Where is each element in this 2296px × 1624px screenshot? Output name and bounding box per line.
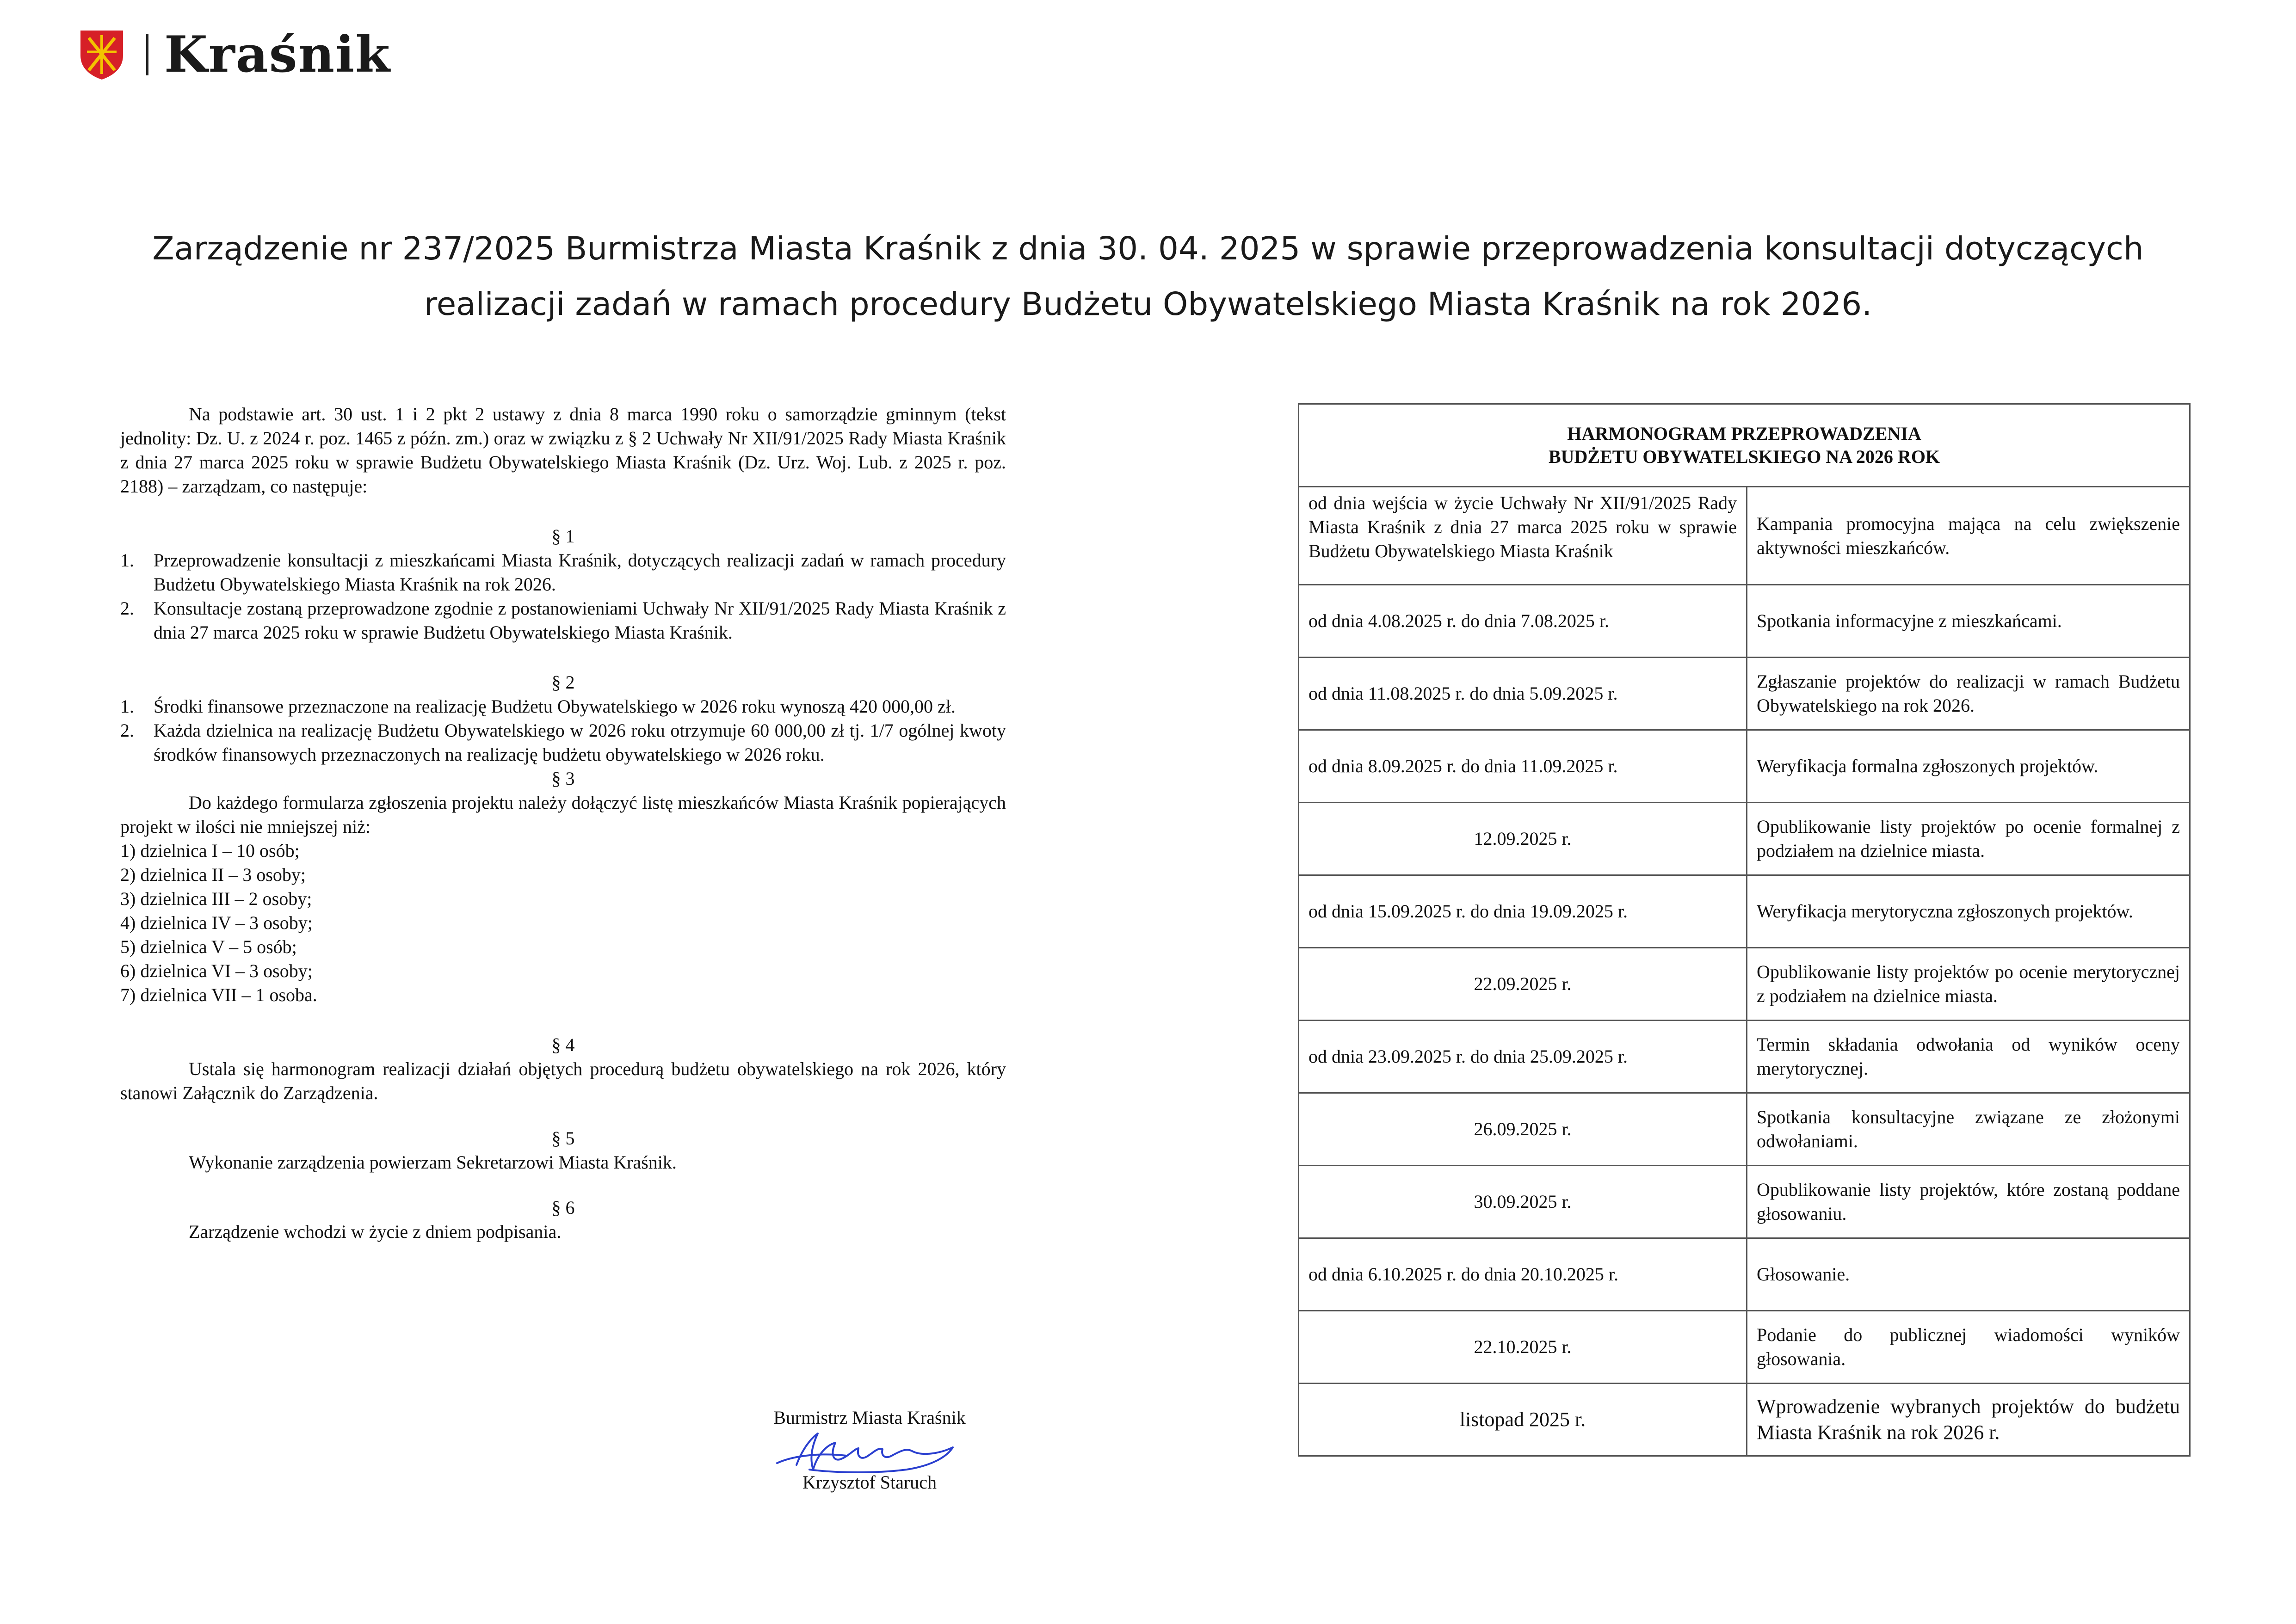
list-item: 4) dzielnica IV – 3 osoby;	[120, 912, 313, 933]
section-4-mark: § 4	[551, 1034, 575, 1055]
table-row	[1299, 803, 2190, 875]
list-item: 1. Środki finansowe przeznaczone na realizację Budżetu Obywatelskiego w 2026 roku wynoszą 420 000,00 zł.	[120, 696, 956, 717]
schedule-date: od dnia wejścia w życie Uchwały Nr XII/91/2025 Rady Miasta Kraśnik z dnia 27 marca 2025 roku w sprawie Budżetu Obywatelskiego Miasta Kraśnik	[1299, 487, 1747, 585]
schedule-task: Termin składania odwołania od wyników oceny merytorycznej.	[1747, 1021, 2190, 1093]
list-item: 1) dzielnica I – 10 osób;	[120, 840, 300, 861]
section-6-mark: § 6	[551, 1197, 575, 1218]
table-row	[1299, 1021, 2190, 1093]
schedule-date: od dnia 6.10.2025 r. do dnia 20.10.2025 r.	[1299, 1238, 1747, 1311]
page-header	[79, 27, 391, 82]
logo-divider	[146, 34, 148, 75]
schedule-date: listopad 2025 r.	[1299, 1384, 1747, 1456]
intro-paragraph: Na podstawie art. 30 ust. 1 i 2 pkt 2 ustawy z dnia 8 marca 1990 roku o samorządzie gminnym (tekst jednolity: Dz. U. z 2024 r. poz. 1465 z późn. zm.) oraz w związku z § 2 Uchwały Nr XII/91/2025 Rady Miasta Kraśnik z dnia 27 marca 2025 roku w sprawie Budżetu Obywatelskiego Miasta Kraśnik (Dz. Urz. Woj. Lub. z 2025 r. poz. 2188) – zarządzam, co następuje:	[120, 404, 1006, 497]
schedule-task: Opublikowanie listy projektów, które zostaną poddane głosowaniu.	[1747, 1166, 2190, 1238]
list-item: 6) dzielnica VI – 3 osoby;	[120, 960, 313, 981]
title-line-2: realizacji zadań w ramach procedury Budżetu Obywatelskiego Miasta Kraśnik na rok 2026.	[424, 286, 1872, 323]
schedule-date: od dnia 4.08.2025 r. do dnia 7.08.2025 r.	[1299, 585, 1747, 658]
schedule-task: Opublikowanie listy projektów po ocenie formalnej z podziałem na dzielnice miasta.	[1747, 803, 2190, 875]
section-3-mark: § 3	[551, 768, 575, 789]
schedule-table	[1298, 403, 2191, 1457]
table-row	[1299, 1238, 2190, 1311]
list-item: 3) dzielnica III – 2 osoby;	[120, 888, 312, 909]
table-row	[1299, 658, 2190, 730]
table-row	[1299, 948, 2190, 1021]
schedule-task: Głosowanie.	[1747, 1238, 2190, 1311]
section-2-list	[120, 695, 1006, 767]
ordinance-body	[120, 402, 1006, 1244]
schedule-task: Weryfikacja merytoryczna zgłoszonych projektów.	[1747, 875, 2190, 948]
schedule-date: 12.09.2025 r.	[1299, 803, 1747, 875]
district-list	[120, 839, 1006, 1007]
table-row	[1299, 875, 2190, 948]
schedule-task: Zgłaszanie projektów do realizacji w ramach Budżetu Obywatelskiego na rok 2026.	[1747, 658, 2190, 730]
table-row	[1299, 1311, 2190, 1384]
logo-text: Kraśnik	[164, 25, 391, 84]
schedule-task: Spotkania informacyjne z mieszkańcami.	[1747, 585, 2190, 658]
schedule-date: od dnia 11.08.2025 r. do dnia 5.09.2025 r.	[1299, 658, 1747, 730]
list-item: 2. Każda dzielnica na realizację Budżetu Obywatelskiego w 2026 roku otrzymuje 60 000,00 zł tj. 1/7 ogólnej kwoty środków finansowych przeznaczonych na realizację budżetu obywatelskiego w 2026 roku.	[120, 720, 1006, 765]
schedule-date: 22.10.2025 r.	[1299, 1311, 1747, 1384]
table-row	[1299, 1166, 2190, 1238]
schedule-task: Kampania promocyjna mająca na celu zwiększenie aktywności mieszkańców.	[1747, 487, 2190, 585]
schedule-heading: HARMONOGRAM PRZEPROWADZENIA BUDŻETU OBYWATELSKIEGO NA 2026 ROK	[1299, 404, 2190, 487]
schedule-date: 22.09.2025 r.	[1299, 948, 1747, 1021]
table-row	[1299, 730, 2190, 803]
section-1-mark: § 1	[551, 526, 575, 547]
schedule-date: od dnia 15.09.2025 r. do dnia 19.09.2025 r.	[1299, 875, 1747, 948]
schedule-task: Spotkania konsultacyjne związane ze złożonymi odwołaniami.	[1747, 1093, 2190, 1166]
list-item: 1. Przeprowadzenie konsultacji z mieszkańcami Miasta Kraśnik, dotyczących realizacji zadań w ramach procedury Budżetu Obywatelskiego Miasta Kraśnik na rok 2026.	[120, 550, 1006, 595]
document-title	[139, 221, 2157, 332]
section-4-text: Ustala się harmonogram realizacji działań objętych procedurą budżetu obywatelskiego na rok 2026, który stanowi Załącznik do Zarządzenia.	[120, 1058, 1006, 1103]
section-3-text: Do każdego formularza zgłoszenia projektu należy dołączyć listę mieszkańców Miasta Kraśnik popierających projekt w ilości nie mniejszej niż:	[120, 792, 1006, 837]
schedule-date: od dnia 23.09.2025 r. do dnia 25.09.2025 r.	[1299, 1021, 1747, 1093]
list-item: 2) dzielnica II – 3 osoby;	[120, 864, 306, 885]
list-item: 2. Konsultacje zostaną przeprowadzone zgodnie z postanowieniami Uchwały Nr XII/91/2025 Rady Miasta Kraśnik z dnia 27 marca 2025 roku w sprawie Budżetu Obywatelskiego Miasta Kraśnik.	[120, 598, 1006, 643]
section-1-list	[120, 548, 1006, 645]
table-row	[1299, 1384, 2190, 1456]
table-row	[1299, 1093, 2190, 1166]
title-line-1: Zarządzenie nr 237/2025 Burmistrza Miasta Kraśnik z dnia 30. 04. 2025 w sprawie przeprowadzenia konsultacji dotyczących	[152, 230, 2144, 267]
table-row	[1299, 487, 2190, 585]
schedule-date: 30.09.2025 r.	[1299, 1166, 1747, 1238]
section-5-text: Wykonanie zarządzenia powierzam Sekretarzowi Miasta Kraśnik.	[189, 1152, 677, 1173]
schedule-date: od dnia 8.09.2025 r. do dnia 11.09.2025 r.	[1299, 730, 1747, 803]
schedule-task: Wprowadzenie wybranych projektów do budżetu Miasta Kraśnik na rok 2026 r.	[1747, 1384, 2190, 1456]
signatory-role: Burmistrz Miasta Kraśnik	[773, 1407, 966, 1428]
list-item: 7) dzielnica VII – 1 osoba.	[120, 984, 317, 1005]
section-6-text: Zarządzenie wchodzi w życie z dniem podpisania.	[189, 1221, 562, 1242]
list-item: 5) dzielnica V – 5 osób;	[120, 936, 297, 957]
table-row	[1299, 585, 2190, 658]
schedule-task: Weryfikacja formalna zgłoszonych projektów.	[1747, 730, 2190, 803]
section-5-mark: § 5	[551, 1128, 575, 1149]
section-2-mark: § 2	[551, 672, 575, 693]
signatory-name: Krzysztof Staruch	[802, 1472, 937, 1493]
schedule-task: Podanie do publicznej wiadomości wyników głosowania.	[1747, 1311, 2190, 1384]
schedule-date: 26.09.2025 r.	[1299, 1093, 1747, 1166]
signature-block	[740, 1406, 999, 1495]
schedule-task: Opublikowanie listy projektów po ocenie merytorycznej z podziałem na dzielnice miasta.	[1747, 948, 2190, 1021]
coat-of-arms-icon	[79, 29, 125, 80]
